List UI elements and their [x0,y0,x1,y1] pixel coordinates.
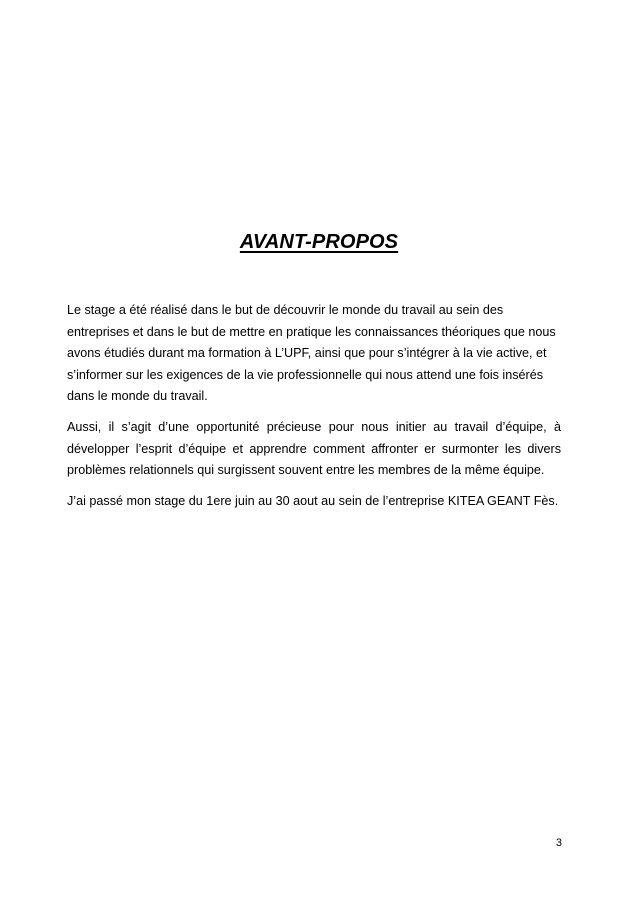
paragraph-intro: Le stage a été réalisé dans le but de découvrir le monde du travail au sein des entreprises et dans le but de mettre en pratique les connaissances théoriques que nous avons étudiés durant ma formation à L’UPF, ainsi que pour s’intégrer à la vie active, et s’informer sur les exigences de la vie professionnelle qui nous attend une fois insérés dans le monde du travail. [67,303,556,404]
paragraph-teamwork: Aussi, il s’agit d’une opportunité précieuse pour nous initier au travail d’équipe, à développer l’esprit d’équipe et apprendre comment affronter er surmonter les divers problèmes relationnels qui surgissent souvent entre les membres de la même équipe. [67,419,561,478]
body-text [67,300,561,521]
page-number: 3 [555,837,562,849]
paragraph-internship-dates: J’ai passé mon stage du 1ere juin au 30 aout au sein de l’entreprise KITEA GEANT Fès. [67,493,559,508]
page-title: AVANT-PROPOS [239,231,399,253]
